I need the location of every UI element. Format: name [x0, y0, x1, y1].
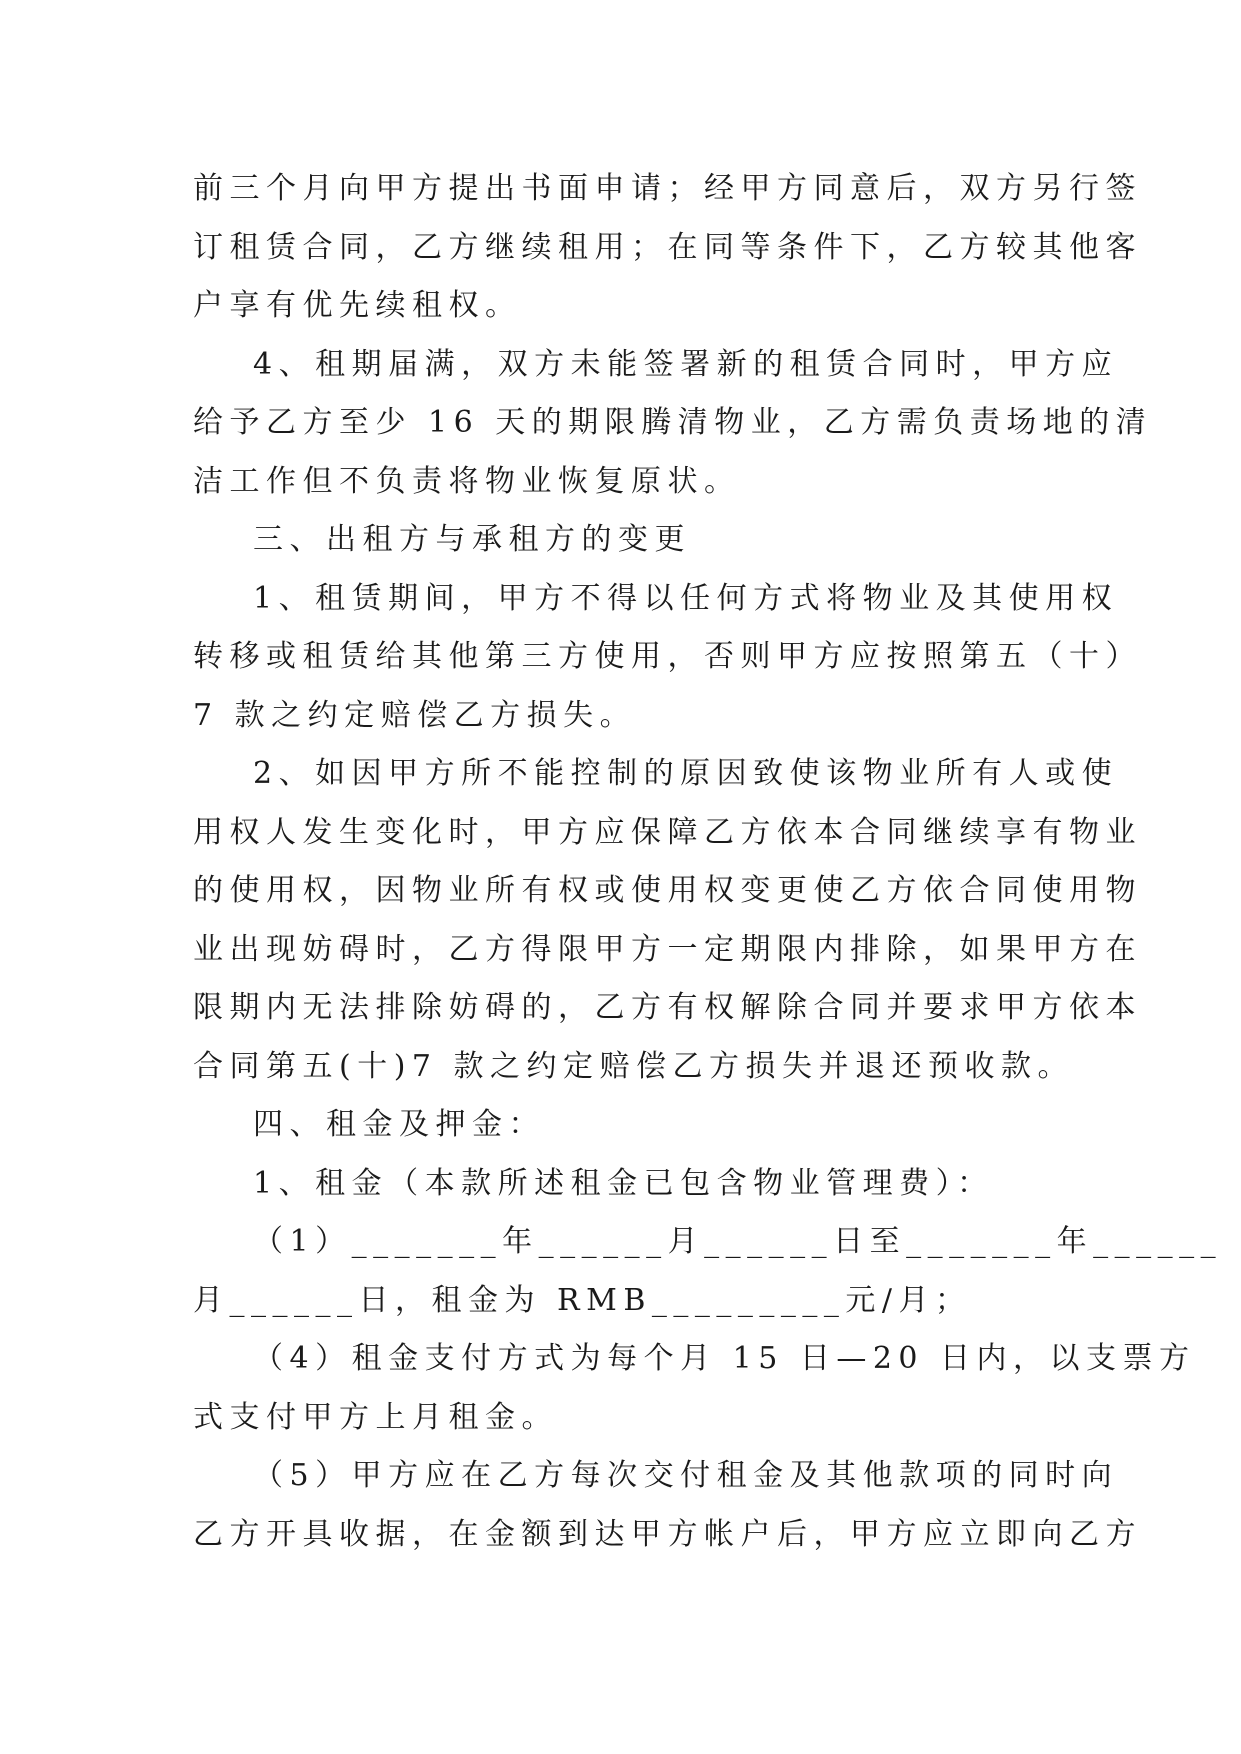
text-line: 乙方开具收据，在金额到达甲方帐户后，甲方应立即向乙方: [193, 1516, 1142, 1552]
text-line: 业出现妨碍时，乙方得限甲方一定期限内排除，如果甲方在: [193, 931, 1142, 967]
text-line: 7 款之约定赔偿乙方损失。: [193, 697, 637, 733]
text-line: 月______日，租金为 RMB_________元/月；: [193, 1282, 972, 1318]
paragraph-p7: [193, 1155, 1043, 1214]
text-line: 2、如因甲方所不能控制的原因致使该物业所有人或使: [253, 756, 1119, 791]
text-line: 户享有优先续租权。: [193, 288, 522, 323]
text-line: 限期内无法排除妨碍的，乙方有权解除合同并要求甲方依本: [193, 990, 1142, 1025]
text-line: 4、租期届满，双方未能签署新的租赁合同时，甲方应: [253, 346, 1119, 382]
paragraph-p3: [193, 511, 1043, 570]
text-line: 合同第五(十)7 款之约定赔偿乙方损失并退还预收款。: [193, 1048, 1075, 1084]
paragraph-p6: [193, 1096, 1043, 1155]
paragraph-p10: [193, 1447, 1142, 1564]
text-line: 转移或租赁给其他第三方使用，否则甲方应按照第五（十）: [193, 639, 1142, 674]
text-line: 用权人发生变化时，甲方应保障乙方依本合同继续享有物业: [193, 814, 1142, 850]
text-line: 前三个月向甲方提出书面申请；经甲方同意后，双方另行签: [193, 171, 1142, 206]
text-line: 给予乙方至少 16 天的期限腾清物业，乙方需负责场地的清: [193, 405, 1153, 440]
paragraph-p1: [193, 160, 1142, 336]
text-line: （1）_______年______月______日至_______年______: [253, 1224, 1223, 1259]
text-line: 1、租金（本款所述租金已包含物业管理费）：: [253, 1165, 994, 1201]
text-line: 三、出租方与承租方的变更: [253, 522, 691, 557]
paragraph-p9: [193, 1330, 1196, 1447]
text-line: 的使用权，因物业所有权或使用权变更使乙方依合同使用物: [193, 873, 1142, 908]
text-line: 式支付甲方上月租金。: [193, 1399, 558, 1435]
text-line: （4）租金支付方式为每个月 15 日—20 日内，以支票方: [253, 1341, 1196, 1376]
text-line: 洁工作但不负责将物业恢复原状。: [193, 463, 741, 499]
paragraph-p4: [193, 570, 1142, 746]
paragraph-p8: [193, 1213, 1223, 1330]
text-line: 四、租金及押金：: [253, 1107, 545, 1142]
document-body: [193, 160, 1223, 1564]
text-line: 1、租赁期间，甲方不得以任何方式将物业及其使用权: [253, 580, 1119, 616]
paragraph-p2: [193, 336, 1153, 512]
text-line: 订租赁合同，乙方继续租用；在同等条件下，乙方较其他客: [193, 229, 1142, 265]
paragraph-p5: [193, 745, 1142, 1096]
text-line: （5）甲方应在乙方每次交付租金及其他款项的同时向: [253, 1458, 1119, 1493]
